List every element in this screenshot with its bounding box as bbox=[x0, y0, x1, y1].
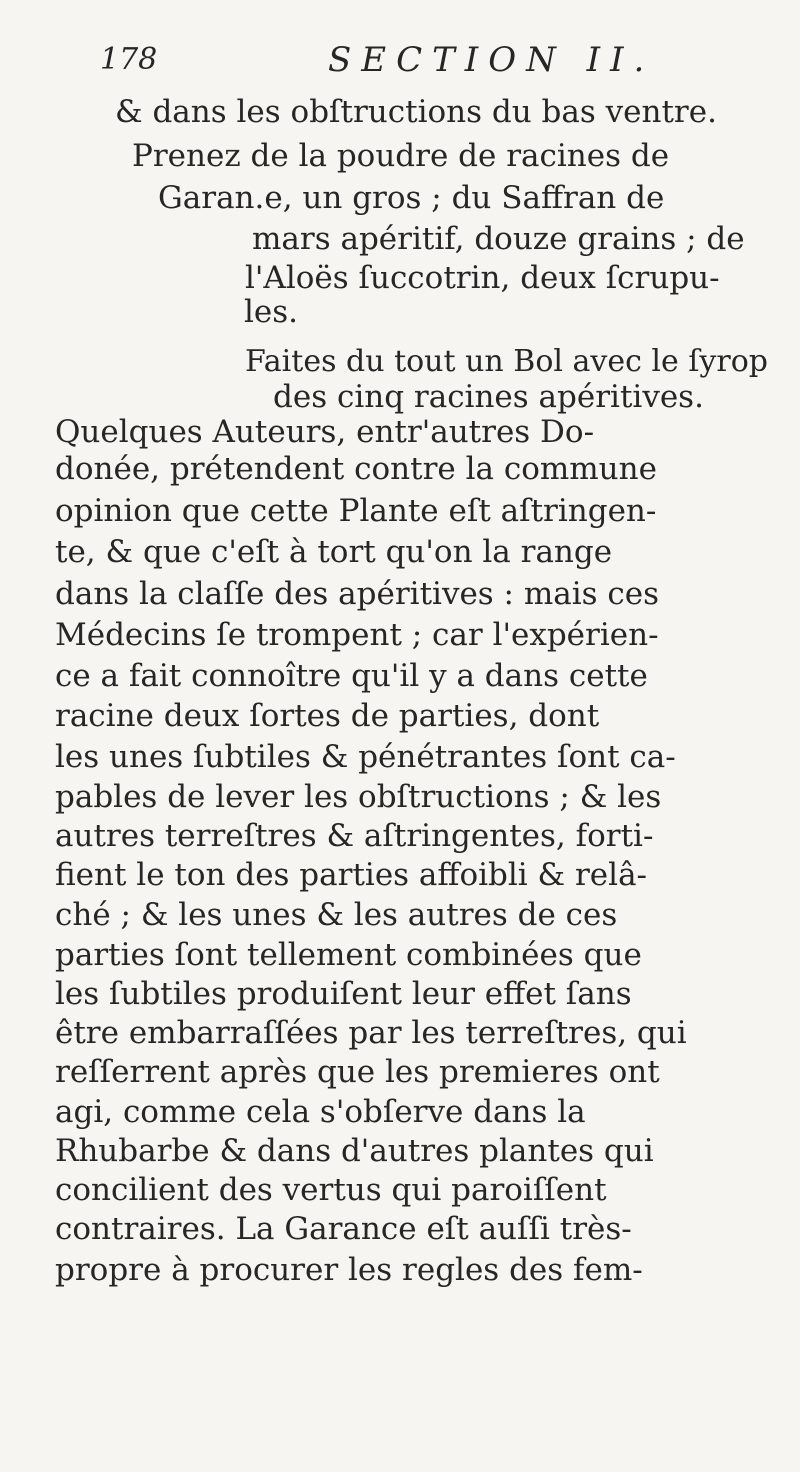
text-line: opinion que cette Plante eſt aſtringen- bbox=[55, 493, 657, 529]
text-line: agi, comme cela s'obſerve dans la bbox=[55, 1094, 586, 1130]
text-line: propre à procurer les regles des fem- bbox=[55, 1252, 643, 1288]
text-line: autres terreſtres & aſtringentes, forti- bbox=[55, 818, 654, 854]
text-line: reſſerrent après que les premieres ont bbox=[55, 1054, 660, 1090]
text-line: l'Aloës ſuccotrin, deux ſcrupu- bbox=[245, 260, 720, 296]
text-line: les unes ſubtiles & pénétrantes ſont ca- bbox=[55, 739, 676, 775]
text-line: Prenez de la poudre de racines de bbox=[132, 138, 670, 174]
text-line: des cinq racines apéritives. bbox=[273, 379, 704, 415]
text-line: fient le ton des parties affoibli & relâ- bbox=[55, 857, 648, 893]
text-line: contraires. La Garance eſt auſſi très- bbox=[55, 1211, 632, 1247]
text-line: parties ſont tellement combinées que bbox=[55, 937, 642, 973]
text-line: Quelques Auteurs, entr'autres Do- bbox=[55, 414, 595, 450]
text-line: Faites du tout un Bol avec le ſyrop bbox=[245, 344, 768, 379]
running-head: SECTION II. bbox=[328, 40, 655, 80]
text-line: te, & que c'eſt à tort qu'on la range bbox=[55, 534, 613, 570]
page-number: 178 bbox=[100, 42, 158, 77]
text-line: dans la claſſe des apéritives : mais ces bbox=[55, 576, 660, 612]
text-line: mars apéritif, douze grains ; de bbox=[252, 221, 745, 257]
text-line: Rhubarbe & dans d'autres plantes qui bbox=[55, 1133, 654, 1169]
text-line: donée, prétendent contre la commune bbox=[55, 451, 657, 487]
text-line: ce a fait connoître qu'il y a dans cette bbox=[55, 658, 648, 694]
text-line: & dans les obſtructions du bas ventre. bbox=[115, 94, 717, 130]
page-header bbox=[100, 42, 750, 92]
text-line: Garan.e, un gros ; du Saffran de bbox=[158, 180, 665, 216]
text-line: pables de lever les obſtructions ; & les bbox=[55, 779, 662, 815]
text-line: Médecins ſe trompent ; car l'expérien- bbox=[55, 617, 659, 653]
text-line: ché ; & les unes & les autres de ces bbox=[55, 897, 618, 933]
text-line: racine deux ſortes de parties, dont bbox=[55, 698, 600, 734]
text-line: les. bbox=[244, 294, 299, 330]
text-line: être embarraſſées par les terreſtres, qui bbox=[55, 1015, 687, 1051]
text-line: les ſubtiles produiſent leur effet ſans bbox=[55, 976, 632, 1012]
text-line: concilient des vertus qui paroiſſent bbox=[55, 1172, 607, 1208]
